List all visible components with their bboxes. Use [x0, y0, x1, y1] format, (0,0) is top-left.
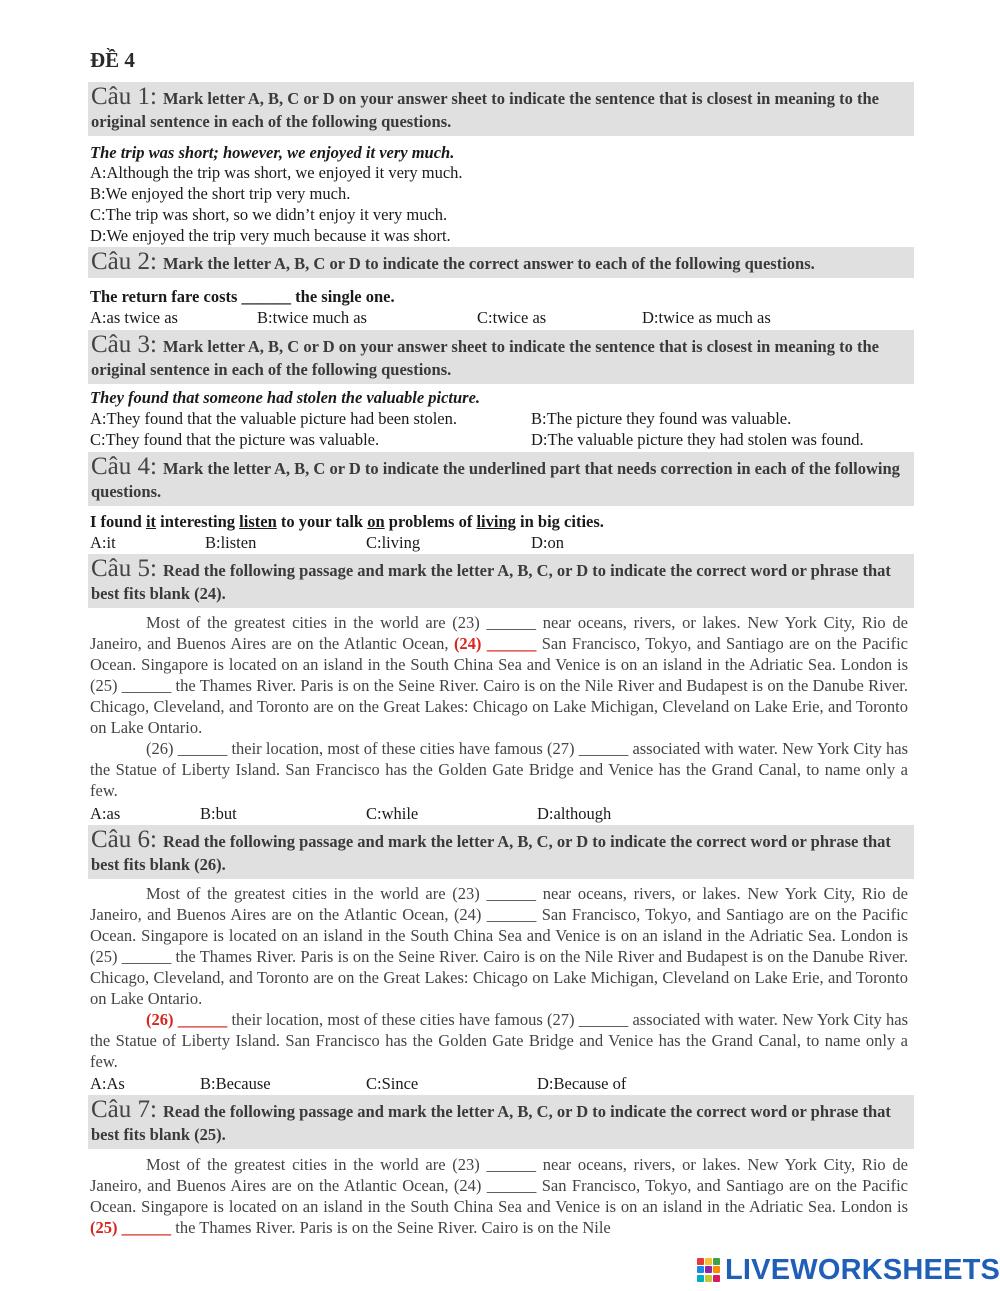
passage-text: (26) ______: [146, 739, 228, 758]
option-a[interactable]: A:They found that the valuable picture had been stolen.: [90, 409, 458, 428]
option-a[interactable]: A:as twice as: [90, 308, 178, 327]
option-d[interactable]: D:although: [537, 804, 612, 823]
question-3-stem: They found that someone had stolen the valuable picture.: [90, 388, 481, 407]
question-instruction: Read the following passage and mark the letter A, B, C, or D to indicate the correct word or phrase that best fits blank (25).: [91, 1102, 891, 1144]
question-instruction: Mark letter A, B, C or D on your answer sheet to indicate the sentence that is closest in meaning to the original sentence in each of the following questions.: [91, 89, 879, 131]
option-c[interactable]: C:twice as: [477, 308, 547, 327]
question-instruction: Mark the letter A, B, C or D to indicate the correct answer to each of the following questions.: [162, 254, 815, 273]
underlined-part: it: [145, 512, 157, 531]
option-d[interactable]: D:Because of: [537, 1074, 627, 1093]
option-b[interactable]: B:twice much as: [257, 308, 367, 327]
underlined-part: on: [367, 512, 385, 531]
highlighted-blank: (25) ______: [90, 1218, 172, 1237]
passage-text: San Francisco, Tokyo, and Santiago are on the Pacific Ocean. Singapore is located on an island in the South China Sea and Venice is on an island in the Adriatic Sea. London is: [90, 905, 908, 945]
question-instruction: Read the following passage and mark the letter A, B, C, or D to indicate the correct word or phrase that best fits blank (26).: [91, 832, 891, 874]
option-c[interactable]: C:The trip was short, so we didn’t enjoy it very much.: [90, 205, 448, 224]
logo-text: LIVEWORKSHEETS: [725, 1254, 1000, 1286]
option-c[interactable]: C:while: [366, 804, 419, 823]
stem-text: interesting: [156, 512, 240, 531]
reading-passage: [90, 883, 908, 1072]
reading-passage: [90, 1154, 908, 1238]
passage-text: Most of the greatest cities in the world are (23) ______ near oceans, rivers, or lakes. New York City, Rio de Janeiro, and Buenos Aires are on the Atlantic Ocean,: [90, 613, 908, 653]
option-c[interactable]: C:They found that the picture was valuable.: [90, 430, 380, 449]
passage-text: the Thames River. Paris is on the Seine River. Cairo is on the Nile River and Budapest is on the Danube River. Chicago, Cleveland, and Toronto are on the Great Lakes: Chicago on Lake Michigan, Cleveland on Lake Erie, and Toronto on Lake Ontario.: [90, 676, 909, 737]
stem-text: to your talk: [276, 512, 368, 531]
question-number: Câu 6:: [91, 826, 157, 853]
passage-text: (24) ______: [453, 905, 537, 924]
option-c[interactable]: C:living: [366, 533, 421, 552]
passage-text: the Thames River. Paris is on the Seine River. Cairo is on the Nile River and Budapest is on the Danube River. Chicago, Cleveland, and Toronto are on the Great Lakes: Chicago on Lake Michigan, Cleveland on Lake Erie, and Toronto on Lake Ontario.: [90, 947, 909, 1008]
reading-passage: [90, 612, 908, 801]
option-d[interactable]: D:We enjoyed the trip very much because it was short.: [90, 226, 451, 245]
question-number: Câu 3:: [91, 331, 157, 358]
question-instruction: Mark letter A, B, C or D on your answer sheet to indicate the sentence that is closest in meaning to the original sentence in each of the following questions.: [91, 337, 879, 379]
option-b[interactable]: B:The picture they found was valuable.: [531, 409, 792, 428]
option-a[interactable]: A:As: [90, 1074, 125, 1093]
passage-text: their location, most of these cities have famous (27) ______ associated with water. New York City has the Statue of Liberty Island. San Francisco has the Golden Gate Bridge and Venice has the Grand Canal, to name only a few.: [90, 739, 908, 800]
passage-text: San Francisco, Tokyo, and Santiago are on the Pacific Ocean. Singapore is located on an island in the South China Sea and Venice is on an island in the Adriatic Sea. London is: [90, 634, 908, 674]
option-b[interactable]: B:We enjoyed the short trip very much.: [90, 184, 351, 203]
question-4-header: [88, 452, 914, 506]
passage-text: the Thames River. Paris is on the Seine River. Cairo is on the Nile: [171, 1218, 611, 1237]
question-3-header: [88, 330, 914, 384]
question-instruction: Read the following passage and mark the letter A, B, C, or D to indicate the correct word or phrase that best fits blank (24).: [91, 561, 891, 603]
stem-text: problems of: [384, 512, 477, 531]
option-d[interactable]: D:on: [531, 533, 564, 552]
option-c[interactable]: C:Since: [366, 1074, 419, 1093]
option-a[interactable]: A:it: [90, 533, 116, 552]
question-number: Câu 7:: [91, 1096, 157, 1123]
passage-text: (25) ______: [90, 676, 172, 695]
logo-icon: [697, 1258, 721, 1282]
question-1-header: [88, 82, 914, 136]
option-a[interactable]: A:as: [90, 804, 121, 823]
question-2-header: [88, 247, 914, 278]
question-1-stem: The trip was short; however, we enjoyed it very much.: [90, 143, 455, 162]
page-title: ĐỀ 4: [90, 48, 135, 72]
stem-text: I found: [90, 512, 146, 531]
passage-text: Most of the greatest cities in the world are (23) ______ near oceans, rivers, or lakes. New York City, Rio de Janeiro, and Buenos Aires are on the Atlantic Ocean, (24) ______ San Francisco, Tokyo, and Santiago are on the Pacific Ocean. Singapore is located on an island in the South China Sea and Venice is on an island in the Adriatic Sea. London is: [90, 1155, 908, 1216]
question-number: Câu 5:: [91, 555, 157, 582]
option-d[interactable]: D:twice as much as: [642, 308, 771, 327]
question-4-stem: [90, 511, 604, 532]
question-5-header: [88, 554, 914, 608]
highlighted-blank: (26) ______: [146, 1010, 228, 1029]
option-b[interactable]: B:listen: [205, 533, 257, 552]
option-d[interactable]: D:The valuable picture they had stolen was found.: [531, 430, 864, 449]
question-6-header: [88, 825, 914, 879]
stem-text: in big cities.: [515, 512, 604, 531]
option-b[interactable]: B:but: [200, 804, 237, 823]
question-instruction: Mark the letter A, B, C or D to indicate the underlined part that needs correction in each of the following questions.: [91, 459, 900, 501]
passage-text: Most of the greatest cities in the world are (23) ______ near oceans, rivers, or lakes. New York City, Rio de Janeiro, and Buenos Aires are on the Atlantic Ocean,: [90, 884, 908, 924]
question-number: Câu 2:: [91, 248, 157, 275]
highlighted-blank: (24) ______: [453, 634, 537, 653]
option-a[interactable]: A:Although the trip was short, we enjoyed it very much.: [90, 163, 463, 182]
passage-text: (25) ______: [90, 947, 172, 966]
option-b[interactable]: B:Because: [200, 1074, 271, 1093]
underlined-part: living: [476, 512, 516, 531]
question-2-stem: The return fare costs ______ the single one.: [90, 287, 395, 306]
question-number: Câu 1:: [91, 83, 157, 110]
passage-text: their location, most of these cities have famous (27) ______ associated with water. New York City has the Statue of Liberty Island. San Francisco has the Golden Gate Bridge and Venice has the Grand Canal, to name only a few.: [90, 1010, 908, 1071]
question-7-header: [88, 1095, 914, 1149]
underlined-part: listen: [239, 512, 277, 531]
liveworksheets-logo[interactable]: [697, 1255, 1000, 1285]
question-number: Câu 4:: [91, 453, 157, 480]
